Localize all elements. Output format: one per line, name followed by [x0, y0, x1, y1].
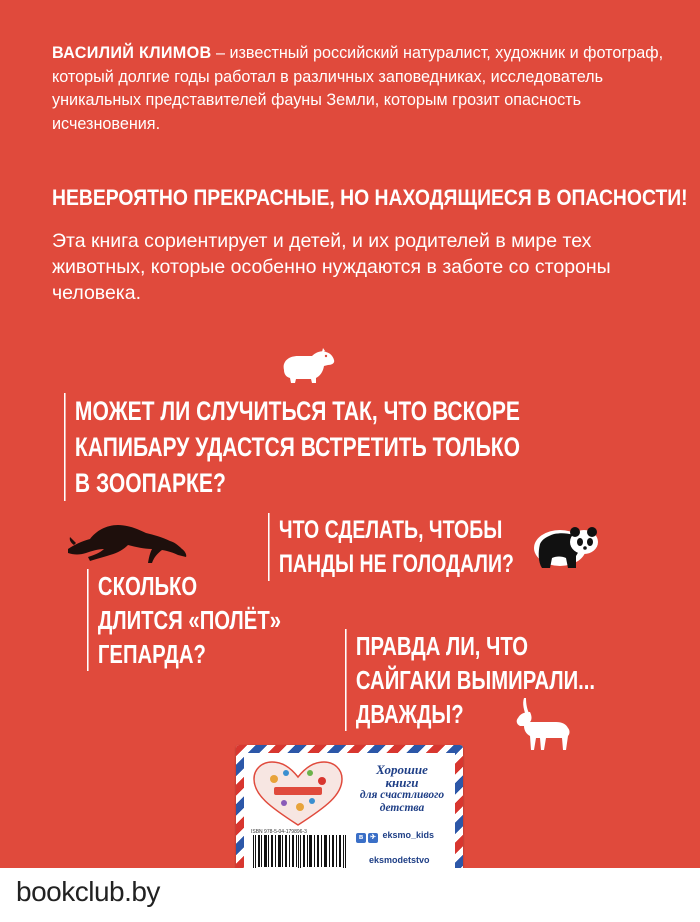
headline: НЕВЕРОЯТНО ПРЕКРАСНЫЕ, НО НАХОДЯЩИЕСЯ В ОПАСНОСТИ! — [52, 185, 688, 210]
cheetah-icon — [66, 517, 188, 565]
heart-icon — [250, 759, 346, 827]
telegram-icon: ✈ — [368, 833, 378, 843]
question-capybara: МОЖЕТ ЛИ СЛУЧИТЬСЯ ТАК, ЧТО ВСКОРЕ КАПИБАРУ УДАСТСЯ ВСТРЕТИТЬ ТОЛЬКО В ЗООПАРКЕ? — [64, 393, 520, 501]
social-detstvo-label: eksmodetstvo — [369, 855, 430, 865]
question-saiga: ПРАВДА ЛИ, ЧТО САЙГАКИ ВЫМИРАЛИ... ДВАЖДЫ? — [345, 629, 595, 731]
slogan-line-2: книги — [385, 775, 419, 790]
saiga-icon — [512, 694, 574, 752]
vk-icon: в — [356, 833, 366, 843]
capybara-icon — [278, 348, 336, 384]
author-name: ВАСИЛИЙ КЛИМОВ — [52, 44, 212, 62]
panel-inner — [244, 753, 455, 878]
watermark: bookclub.by — [16, 876, 160, 907]
slogan-line-1: Хорошие — [376, 762, 428, 777]
isbn-label: ISBN 978-5-04-179896-3 — [251, 829, 307, 835]
slogan-line-4: детства — [379, 802, 425, 814]
question-panda: ЧТО СДЕЛАТЬ, ЧТОБЫ ПАНДЫ НЕ ГОЛОДАЛИ? — [268, 513, 514, 581]
intro-text: Эта книга сориентирует и детей, и их родителей в мире тех животных, которые особенно нуждаются в заботе со стороны человека. — [52, 230, 611, 304]
slogan-line-3: для счастливого — [359, 789, 445, 801]
social-kids — [356, 830, 434, 843]
social-kids-label: eksmo_kids — [382, 830, 435, 840]
author-bio — [52, 42, 664, 136]
slogan — [354, 763, 450, 815]
panda-icon — [530, 520, 600, 572]
author-bio-text: – известный российский натуралист, художник и фотограф, который долгие годы работал в различных заповедниках, исследователь уникальных представителей фауны Земли, которым грозит опасность исчезновения. — [52, 44, 664, 133]
question-cheetah: СКОЛЬКО ДЛИТСЯ «ПОЛЁТ» ГЕПАРДА? — [87, 569, 281, 671]
barcode-panel — [236, 745, 463, 886]
barcode — [251, 835, 349, 871]
